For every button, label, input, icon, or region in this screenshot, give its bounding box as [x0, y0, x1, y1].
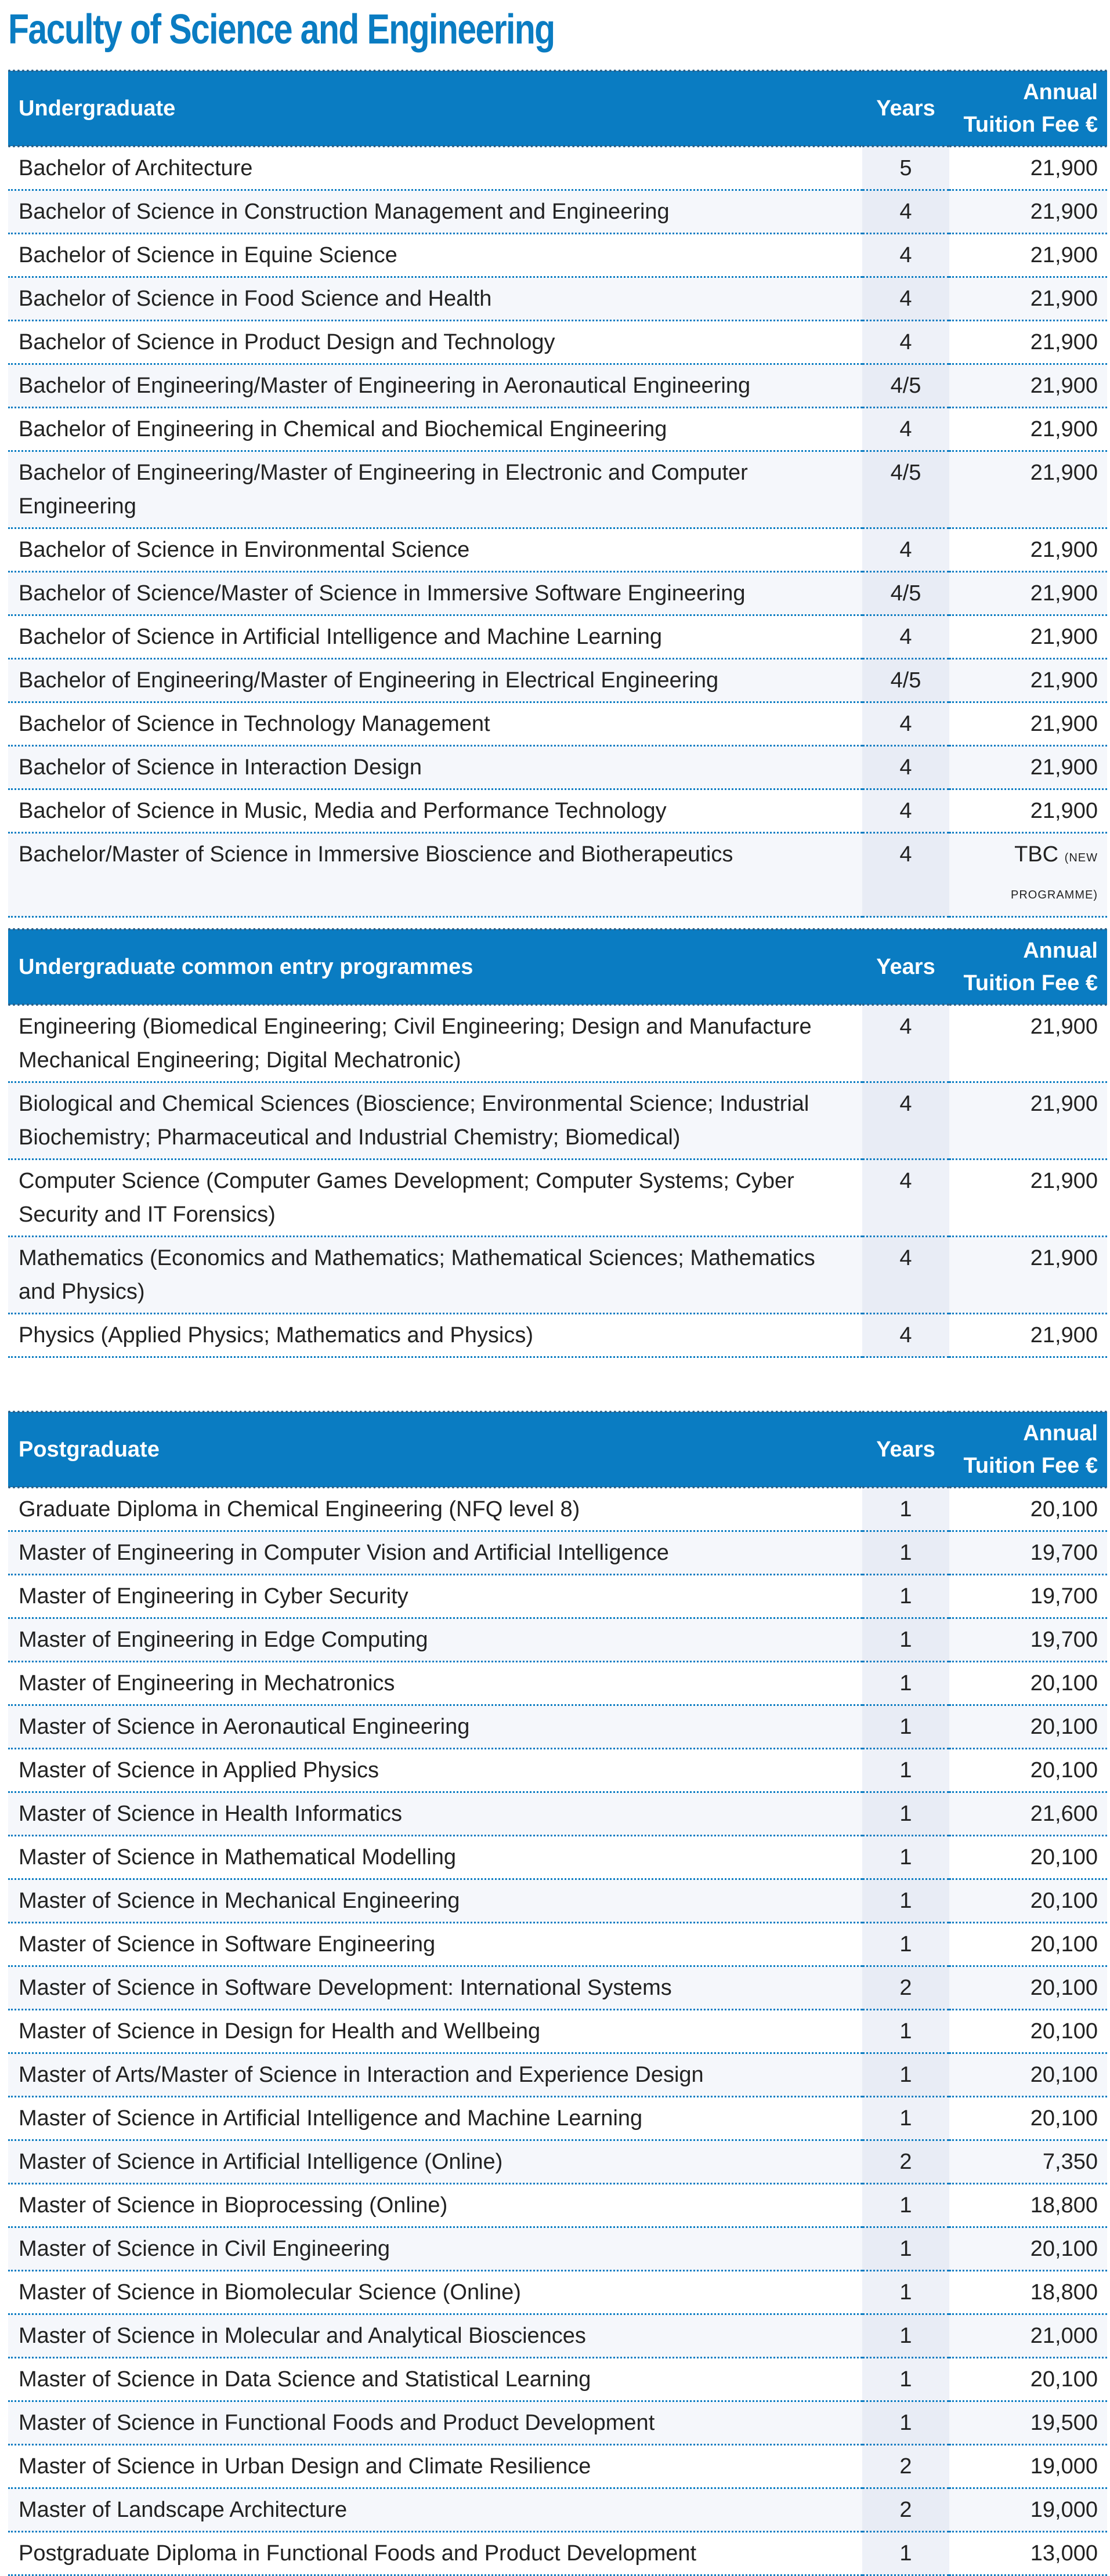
programme-years: 2 [862, 2140, 949, 2184]
table-row [8, 2314, 1107, 2358]
programme-name: Bachelor of Architecture [8, 146, 862, 190]
fee-value: 19,700 [1030, 1541, 1098, 1565]
programme-name: Graduate Diploma in Chemical Engineering (NFQ level 8) [8, 1487, 862, 1531]
programme-name: Postgraduate Diploma in Functional Foods and Product Development [8, 2532, 862, 2575]
programme-fee [949, 1662, 1107, 1705]
fee-value: 21,900 [1030, 755, 1098, 780]
programme-years: 1 [862, 1618, 949, 1662]
fee-value: 20,100 [1030, 1889, 1098, 1913]
programme-fee [949, 1314, 1107, 1357]
programme-fee [949, 2401, 1107, 2445]
fee-column-header [949, 71, 1107, 146]
programme-years: 1 [862, 1749, 949, 1792]
fee-value: 21,900 [1030, 1169, 1098, 1193]
fee-column-header [949, 1412, 1107, 1487]
programme-years: 4 [862, 789, 949, 833]
table-row [8, 234, 1107, 277]
years-column-header: Years [862, 71, 949, 146]
programme-years: 1 [862, 1662, 949, 1705]
table-row [8, 408, 1107, 451]
fee-value: 19,700 [1030, 1628, 1098, 1652]
programme-fee [949, 277, 1107, 321]
programme-years: 1 [862, 2532, 949, 2575]
fee-value: 20,100 [1030, 2019, 1098, 2044]
programme-years: 5 [862, 146, 949, 190]
programme-fee [949, 2184, 1107, 2227]
programme-name: Engineering (Biomedical Engineering; Civil Engineering; Design and Manufacture Mechanical Engineering; Digital Mechatronic) [8, 1005, 862, 1082]
programme-name: Bachelor of Engineering/Master of Engineering in Aeronautical Engineering [8, 364, 862, 408]
programme-years: 1 [862, 2358, 949, 2401]
programme-name: Master of Science in Design for Health and Wellbeing [8, 2010, 862, 2053]
table-row [8, 1836, 1107, 1879]
table-header-row [8, 1412, 1107, 1487]
section-heading: Postgraduate [8, 1412, 862, 1487]
programme-name: Bachelor of Science in Food Science and Health [8, 277, 862, 321]
table-row [8, 2358, 1107, 2401]
table-row [8, 528, 1107, 572]
table-row [8, 1237, 1107, 1314]
fee-table [8, 1411, 1107, 2576]
fee-note: (NEW PROGRAMME) [1011, 852, 1098, 901]
table-row [8, 1531, 1107, 1575]
table-row [8, 1082, 1107, 1160]
fee-value: 21,900 [1030, 374, 1098, 398]
table-row [8, 615, 1107, 659]
fee-value: 20,100 [1030, 1932, 1098, 1957]
programme-years: 1 [862, 2401, 949, 2445]
fee-value: 20,100 [1030, 2367, 1098, 2392]
table-row [8, 572, 1107, 615]
programme-name: Master of Science in Software Engineering [8, 1923, 862, 1966]
fee-header-line-1: Annual [1023, 939, 1098, 963]
table-row [8, 277, 1107, 321]
fee-value: 21,600 [1030, 1802, 1098, 1826]
table-header-row [8, 929, 1107, 1005]
programme-years: 1 [862, 1792, 949, 1836]
undergraduate-section [8, 70, 1107, 918]
fee-value: 20,100 [1030, 1715, 1098, 1739]
fee-value: 21,000 [1030, 2324, 1098, 2348]
programme-years: 2 [862, 2488, 949, 2532]
programme-name: Bachelor of Science in Product Design and Technology [8, 321, 862, 364]
programme-years: 4 [862, 1082, 949, 1160]
programme-name: Master of Science in Mechanical Engineering [8, 1879, 862, 1923]
table-row [8, 1749, 1107, 1792]
fee-value: 19,000 [1030, 2498, 1098, 2522]
table-row [8, 2445, 1107, 2488]
programme-years: 1 [862, 1705, 949, 1749]
years-column-header: Years [862, 1412, 949, 1487]
programme-name: Master of Engineering in Mechatronics [8, 1662, 862, 1705]
fee-value: 21,900 [1030, 538, 1098, 562]
programme-fee [949, 2271, 1107, 2314]
programme-fee [949, 528, 1107, 572]
programme-name: Mathematics (Economics and Mathematics; Mathematical Sciences; Mathematics and Physics) [8, 1237, 862, 1314]
programme-fee [949, 2053, 1107, 2097]
table-row [8, 1662, 1107, 1705]
programme-fee [949, 1487, 1107, 1531]
programme-fee [949, 1575, 1107, 1618]
fee-value: 20,100 [1030, 2106, 1098, 2131]
programme-years: 4 [862, 1005, 949, 1082]
programme-years: 4/5 [862, 364, 949, 408]
programme-name: Bachelor/Master of Science in Immersive Bioscience and Biotherapeutics [8, 833, 862, 917]
programme-years: 4 [862, 528, 949, 572]
fee-value: 21,900 [1030, 417, 1098, 441]
table-row [8, 789, 1107, 833]
section-heading: Undergraduate [8, 71, 862, 146]
programme-name: Bachelor of Science in Music, Media and Performance Technology [8, 789, 862, 833]
fee-value: 21,900 [1030, 330, 1098, 354]
table-row [8, 1792, 1107, 1836]
programme-fee [949, 1792, 1107, 1836]
fee-value: 21,900 [1030, 1092, 1098, 1116]
programme-name: Bachelor of Science in Artificial Intelligence and Machine Learning [8, 615, 862, 659]
programme-fee [949, 1966, 1107, 2010]
table-row [8, 2097, 1107, 2140]
programme-years: 4 [862, 702, 949, 746]
programme-fee [949, 2227, 1107, 2271]
programme-years: 4 [862, 190, 949, 234]
programme-name: Master of Science in Urban Design and Climate Resilience [8, 2445, 862, 2488]
programme-name: Bachelor of Engineering/Master of Engineering in Electrical Engineering [8, 659, 862, 702]
programme-name: Bachelor of Science in Interaction Design [8, 746, 862, 789]
table-row [8, 2532, 1107, 2575]
table-row [8, 2053, 1107, 2097]
programme-name: Master of Science in Mathematical Modelling [8, 1836, 862, 1879]
programme-fee [949, 451, 1107, 528]
programme-years: 4 [862, 615, 949, 659]
fee-value: 7,350 [1042, 2150, 1098, 2174]
fee-value: 13,000 [1030, 2541, 1098, 2566]
programme-years: 1 [862, 2053, 949, 2097]
programme-name: Master of Arts/Master of Science in Interaction and Experience Design [8, 2053, 862, 2097]
fee-value: 19,000 [1030, 2454, 1098, 2479]
programme-fee [949, 2010, 1107, 2053]
table-row [8, 364, 1107, 408]
programme-years: 1 [862, 2271, 949, 2314]
programme-name: Master of Science in Functional Foods and Product Development [8, 2401, 862, 2445]
fee-value: 20,100 [1030, 1758, 1098, 1782]
programme-fee [949, 1531, 1107, 1575]
fee-header-line-2: Tuition Fee € [963, 1454, 1098, 1478]
programme-years: 4/5 [862, 659, 949, 702]
programme-years: 4 [862, 277, 949, 321]
fee-value: 19,700 [1030, 1584, 1098, 1608]
programme-fee [949, 1237, 1107, 1314]
programme-fee [949, 702, 1107, 746]
programme-name: Bachelor of Science in Technology Management [8, 702, 862, 746]
programme-fee [949, 1005, 1107, 1082]
fee-value: 21,900 [1030, 1015, 1098, 1039]
programme-years: 2 [862, 2445, 949, 2488]
programme-name: Master of Engineering in Cyber Security [8, 1575, 862, 1618]
programme-name: Master of Science in Applied Physics [8, 1749, 862, 1792]
fee-header-line-2: Tuition Fee € [963, 113, 1098, 137]
fee-value: 21,900 [1030, 799, 1098, 823]
fee-value: 20,100 [1030, 1671, 1098, 1695]
programme-name: Master of Science in Software Development: International Systems [8, 1966, 862, 2010]
programme-years: 1 [862, 1575, 949, 1618]
table-row [8, 1160, 1107, 1237]
fee-header-line-1: Annual [1023, 1421, 1098, 1445]
fee-table [8, 928, 1107, 1358]
fee-value: 21,900 [1030, 287, 1098, 311]
programme-years: 4 [862, 1237, 949, 1314]
fee-column-header [949, 929, 1107, 1005]
programme-fee [949, 2314, 1107, 2358]
years-column-header: Years [862, 929, 949, 1005]
programme-years: 4 [862, 833, 949, 917]
table-row [8, 146, 1107, 190]
programme-fee [949, 408, 1107, 451]
programme-years: 1 [862, 2097, 949, 2140]
programme-fee [949, 789, 1107, 833]
programme-years: 4 [862, 234, 949, 277]
table-row [8, 746, 1107, 789]
programme-fee [949, 190, 1107, 234]
programme-years: 1 [862, 2010, 949, 2053]
programme-years: 4 [862, 746, 949, 789]
programme-name: Bachelor of Science in Construction Management and Engineering [8, 190, 862, 234]
fee-value: 21,900 [1030, 581, 1098, 606]
programme-name: Computer Science (Computer Games Development; Computer Systems; Cyber Security and IT Forensics) [8, 1160, 862, 1237]
table-row [8, 2227, 1107, 2271]
programme-years: 1 [862, 1531, 949, 1575]
fee-value: 18,800 [1030, 2193, 1098, 2218]
programme-fee [949, 615, 1107, 659]
page-title: Faculty of Science and Engineering [8, 6, 555, 53]
fee-value: 20,100 [1030, 2063, 1098, 2087]
programme-fee [949, 1836, 1107, 1879]
table-row [8, 702, 1107, 746]
programme-name: Bachelor of Science in Equine Science [8, 234, 862, 277]
fee-header-line-2: Tuition Fee € [963, 971, 1098, 995]
fee-value: 21,900 [1030, 625, 1098, 649]
programme-name: Master of Landscape Architecture [8, 2488, 862, 2532]
programme-name: Master of Engineering in Edge Computing [8, 1618, 862, 1662]
table-row [8, 190, 1107, 234]
programme-fee [949, 2445, 1107, 2488]
fee-value: 20,100 [1030, 1497, 1098, 1521]
section-heading: Undergraduate common entry programmes [8, 929, 862, 1005]
programme-fee [949, 1618, 1107, 1662]
table-row [8, 1487, 1107, 1531]
programme-years: 4 [862, 408, 949, 451]
programme-fee [949, 321, 1107, 364]
programme-name: Biological and Chemical Sciences (Bioscience; Environmental Science; Industrial Biochemistry; Pharmaceutical and Industrial Chemistry; Biomedical) [8, 1082, 862, 1160]
fee-header-line-1: Annual [1023, 80, 1098, 104]
postgraduate-section [8, 1411, 1107, 2576]
programme-name: Master of Engineering in Computer Vision and Artificial Intelligence [8, 1531, 862, 1575]
fee-value: 20,100 [1030, 1976, 1098, 2000]
table-row [8, 1923, 1107, 1966]
table-row [8, 1705, 1107, 1749]
table-header-row [8, 71, 1107, 146]
programme-name: Physics (Applied Physics; Mathematics and Physics) [8, 1314, 862, 1357]
programme-years: 1 [862, 1923, 949, 1966]
programme-name: Master of Science in Artificial Intelligence and Machine Learning [8, 2097, 862, 2140]
programme-fee [949, 2358, 1107, 2401]
fee-value: 21,900 [1030, 1323, 1098, 1347]
programme-years: 1 [862, 1487, 949, 1531]
programme-name: Master of Science in Aeronautical Engineering [8, 1705, 862, 1749]
programme-fee [949, 364, 1107, 408]
programme-years: 4/5 [862, 451, 949, 528]
programme-years: 1 [862, 1836, 949, 1879]
fee-value: 21,900 [1030, 712, 1098, 736]
table-row [8, 321, 1107, 364]
fee-value: 21,900 [1030, 243, 1098, 267]
programme-name: Master of Science in Bioprocessing (Online) [8, 2184, 862, 2227]
programme-years: 1 [862, 2184, 949, 2227]
programme-fee [949, 2140, 1107, 2184]
table-row [8, 2010, 1107, 2053]
programme-fee [949, 2097, 1107, 2140]
table-row [8, 1575, 1107, 1618]
programme-name: Master of Science in Biomolecular Science (Online) [8, 2271, 862, 2314]
programme-fee [949, 1879, 1107, 1923]
programme-years: 4/5 [862, 572, 949, 615]
programme-years: 1 [862, 1879, 949, 1923]
fee-value: 20,100 [1030, 1845, 1098, 1869]
programme-fee [949, 146, 1107, 190]
programme-name: Master of Science in Molecular and Analytical Biosciences [8, 2314, 862, 2358]
table-row [8, 2271, 1107, 2314]
table-row [8, 1005, 1107, 1082]
programme-fee [949, 746, 1107, 789]
programme-name: Master of Science in Data Science and Statistical Learning [8, 2358, 862, 2401]
programme-years: 2 [862, 1966, 949, 2010]
programme-fee [949, 1082, 1107, 1160]
programme-fee [949, 2488, 1107, 2532]
fee-value: 19,500 [1030, 2411, 1098, 2435]
table-row [8, 2488, 1107, 2532]
programme-fee [949, 1160, 1107, 1237]
fee-value: 21,900 [1030, 461, 1098, 485]
programme-name: Master of Science in Civil Engineering [8, 2227, 862, 2271]
fee-table [8, 70, 1107, 918]
programme-name: Bachelor of Science/Master of Science in Immersive Software Engineering [8, 572, 862, 615]
fee-value: 18,800 [1030, 2280, 1098, 2305]
fee-value: 21,900 [1030, 1246, 1098, 1270]
programme-name: Master of Science in Health Informatics [8, 1792, 862, 1836]
programme-fee [949, 833, 1107, 917]
programme-years: 4 [862, 1314, 949, 1357]
programme-years: 1 [862, 2314, 949, 2358]
programme-name: Bachelor of Science in Environmental Science [8, 528, 862, 572]
common-entry-section [8, 928, 1107, 1358]
table-row [8, 1966, 1107, 2010]
fee-value: 20,100 [1030, 2237, 1098, 2261]
programme-fee [949, 1923, 1107, 1966]
table-row [8, 2140, 1107, 2184]
table-row [8, 659, 1107, 702]
table-row [8, 1879, 1107, 1923]
programme-fee [949, 659, 1107, 702]
programme-years: 4 [862, 1160, 949, 1237]
programme-fee [949, 2532, 1107, 2575]
programme-name: Bachelor of Engineering/Master of Engineering in Electronic and Computer Engineering [8, 451, 862, 528]
programme-fee [949, 234, 1107, 277]
programme-years: 4 [862, 321, 949, 364]
fee-value: 21,900 [1030, 668, 1098, 693]
table-row [8, 833, 1107, 917]
table-row [8, 451, 1107, 528]
programme-fee [949, 1749, 1107, 1792]
fee-value: TBC [1014, 842, 1059, 867]
fee-value: 21,900 [1030, 156, 1098, 180]
programme-name: Master of Science in Artificial Intelligence (Online) [8, 2140, 862, 2184]
programme-years: 1 [862, 2227, 949, 2271]
table-row [8, 1314, 1107, 1357]
table-row [8, 2401, 1107, 2445]
fee-value: 21,900 [1030, 200, 1098, 224]
table-row [8, 1618, 1107, 1662]
table-row [8, 2184, 1107, 2227]
programme-name: Bachelor of Engineering in Chemical and Biochemical Engineering [8, 408, 862, 451]
programme-fee [949, 572, 1107, 615]
programme-fee [949, 1705, 1107, 1749]
